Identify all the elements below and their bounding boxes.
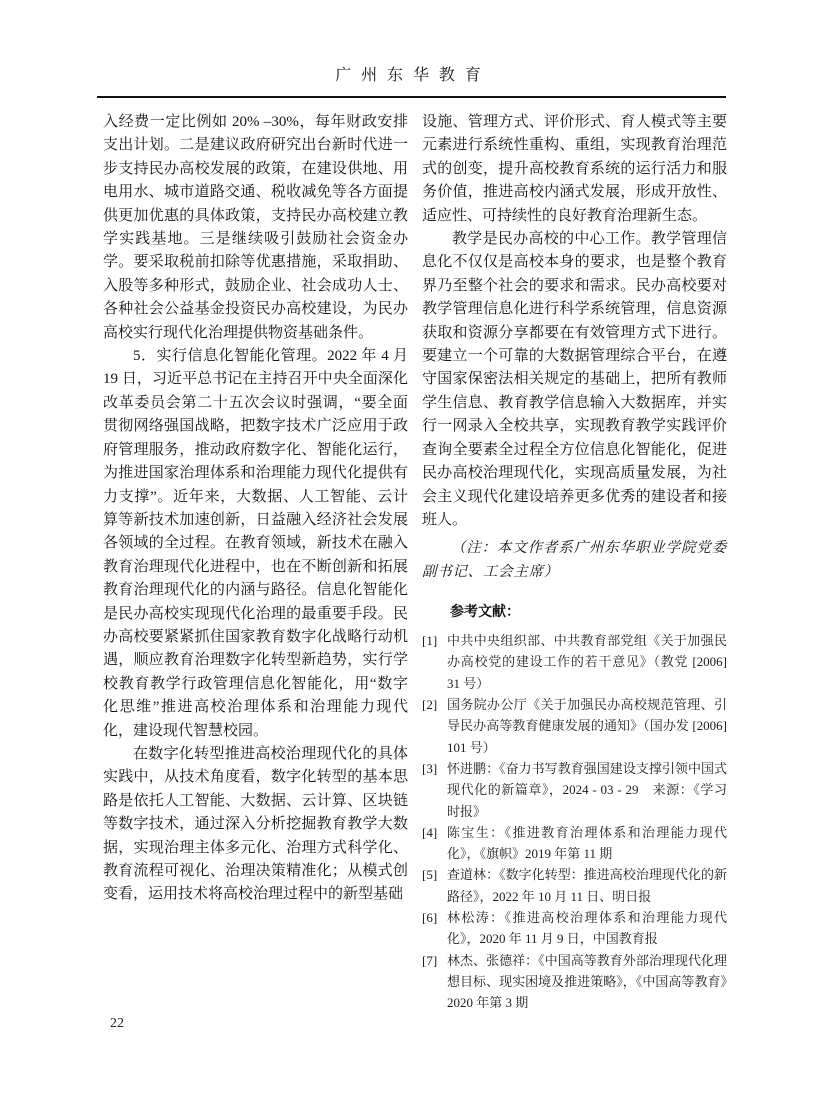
reference-item <box>422 950 727 1014</box>
paragraph-teaching-management: 教学是民办高校的中心工作。教学管理信息化不仅仅是高校本身的要求，也是整个教育界乃至整个社会的要求和需求。民办高校要对教学管理信息化进行科学系统管理，信息资源获取和资源分享都要在有效管理方式下进行。要建立一个可靠的大数据管理综合平台，在遵守国家保密法相关规定的基础上，把所有教师学生信息、教育教学信息输入大数据库，并实行一网录入全校共享，实现教育教学实践评价查询全要素全过程全方位信息化智能化，促进民办高校治理现代化，实现高质量发展，为社会主义现代化建设培养更多优秀的建设者和接班人。 <box>422 231 727 528</box>
reference-text: 怀进鹏：《奋力书写教育强国建设支撑引领中国式现代化的新篇章》，2024 - 03 - 29 来源：《学习时报》 <box>447 760 727 819</box>
author-note: （注：本文作者系广州东华职业学院党委副书记、工会主席） <box>422 540 727 580</box>
references-heading: 参考文献： <box>450 603 520 620</box>
left-column <box>103 111 408 1013</box>
journal-header-title: 广州东华教育 <box>335 67 491 84</box>
reference-label: [3] <box>422 760 438 776</box>
reference-label: [4] <box>422 824 438 840</box>
reference-text: 陈宝生：《推进教育治理体系和治理能力现代化》，《旗帜》2019 年第 11 期 <box>447 824 727 862</box>
page-number: 22 <box>110 1016 124 1031</box>
reference-label: [1] <box>422 633 438 649</box>
reference-text: 林松涛：《推进高校治理体系和治理能力现代化》，2020 年 11 月 9 日，中国教育报 <box>447 909 727 947</box>
reference-label: [5] <box>422 867 438 883</box>
reference-text: 林杰、张德祥：《中国高等教育外部治理现代化理想目标、现实困境及推进策略》，《中国高等教育》2020 年第 3 期 <box>447 952 727 1011</box>
reference-text: 中共中央组织部、中共教育部党组《关于加强民办高校党的建设工作的若干意见》（教党 [2006] 31 号） <box>447 633 727 691</box>
reference-text: 查道林：《数字化转型：推进高校治理现代化的新路径》，2022 年 10 月 11 日、明日报 <box>447 867 727 904</box>
reference-label: [7] <box>422 952 438 968</box>
paragraph-continuation: 设施、管理方式、评价形式、育人模式等主要元素进行系统性重构、重组，实现教育治理范式的创变，提升高校教育系统的运行活力和服务价值，推进高校内涵式发展，形成开放性、适应性、可持续性的良好教育治理新生态。 <box>422 114 727 224</box>
paragraph-digital-transformation: 在数字化转型推进高校治理现代化的具体实践中，从技术角度看，数字化转型的基本思路是依托人工智能、大数据、云计算、区块链等数字技术，通过深入分析挖掘教育教学大数据，实现治理主体多元化、治理方式科学化、教育流程可视化、治理决策精准化；从模式创变看，运用技术将高校治理过程中的新型基础 <box>103 745 408 903</box>
reference-text: 国务院办公厅《关于加强民办高校规范管理、引导民办高等教育健康发展的通知》（国办发 [2006] 101 号） <box>447 697 727 755</box>
reference-item <box>422 694 727 758</box>
header-divider <box>97 96 726 98</box>
reference-item <box>422 907 727 950</box>
reference-item <box>422 822 727 865</box>
right-column <box>422 111 727 1013</box>
references-list <box>422 630 727 1013</box>
reference-item <box>422 864 727 907</box>
reference-item <box>422 758 727 822</box>
reference-item <box>422 630 727 694</box>
paragraph-item-5: 5．实行信息化智能化管理。2022 年 4 月 19 日，习近平总书记在主持召开中央全面深化改革委员会第二十五次会议时强调，“要全面贯彻网络强国战略，把数字技术广泛应用于政府管理服务，推动政府数字化、智能化运行，为推进国家治理体系和治理能力现代化提供有力支撑”。近年来，大数据、人工智能、云计算等新技术加速创新，日益融入经济社会发展各领域的全过程。在教育领域，新技术在融入教育治理现代化进程中，也在不断创新和拓展教育治理现代化的内涵与路径。信息化智能化是民办高校实现现代化治理的最重要手段。民办高校要紧紧抓住国家教育数字化战略行动机遇，顺应教育治理数字化转型新趋势，实行学校教育教学行政管理信息化智能化，用“数字化思维”推进高校治理体系和治理能力现代化，建设现代智慧校园。 <box>103 348 408 739</box>
body-columns <box>103 111 727 1013</box>
reference-label: [2] <box>422 697 438 713</box>
reference-label: [6] <box>422 909 438 925</box>
paragraph-continuation: 入经费一定比例如 20% –30%，每年财政安排支出计划。二是建议政府研究出台新时代进一步支持民办高校发展的政策，在建设供地、用电用水、城市道路交通、税收减免等各方面提供更加优惠的具体政策，支持民办高校建立教学实践基地。三是继续吸引鼓励社会资金办学。要采取税前扣除等优惠措施，采取捐助、入股等多种形式，鼓励企业、社会成功人士、各种社会公益基金投资民办高校建设，为民办高校实行现代化治理提供物资基础条件。 <box>103 114 408 341</box>
